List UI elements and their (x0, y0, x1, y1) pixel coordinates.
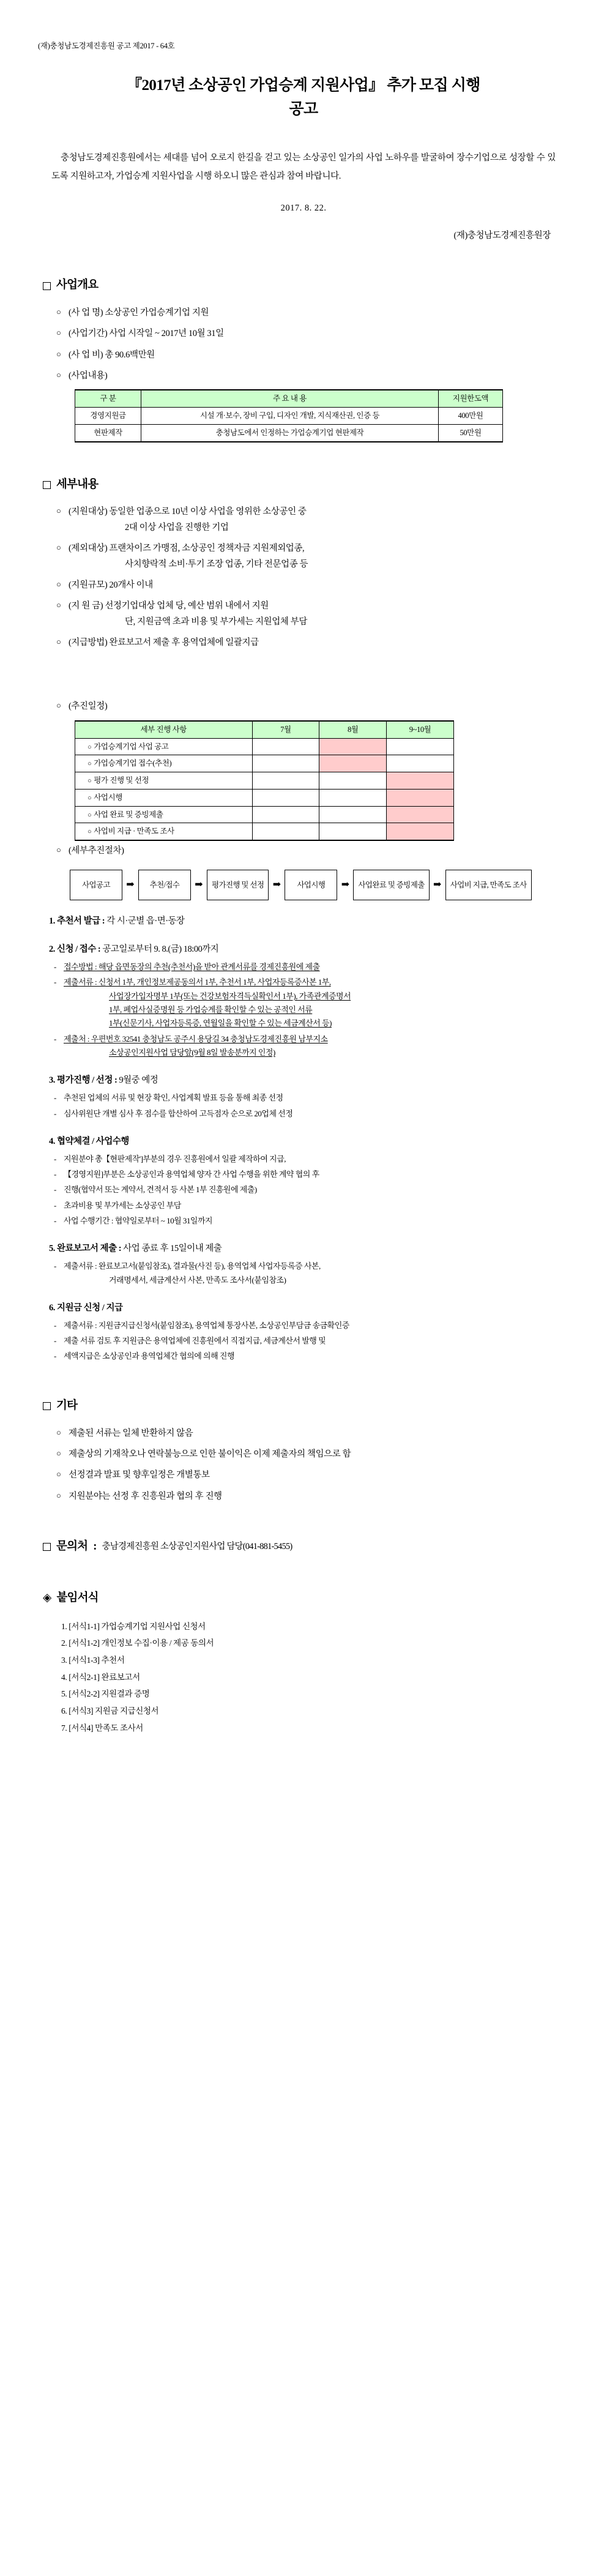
details-item-label: (지 원 금) (69, 601, 103, 611)
table-row (75, 823, 454, 840)
procedure-step-label: 협약체결 / 사업수행 (57, 1136, 129, 1146)
section-heading-overview (43, 277, 569, 294)
overview-item-text: (사 업 비) 총 90.6백만원 (69, 349, 155, 360)
table-header-row (75, 390, 503, 407)
attachment-item: 7. [서식4] 만족도 조사서 (61, 1723, 143, 1733)
table-row (75, 408, 503, 425)
dash-bullet-icon: - (54, 1185, 56, 1195)
cell-content: 시설 개·보수, 장비 구입, 디자인 개발, 지식재산권, 인증 등 (141, 408, 439, 425)
arrow-right-icon: ➡ (433, 879, 442, 890)
table-row (75, 755, 454, 772)
procedure-detail-text: 지원분야 총【현판제작']부분의 경우 진흥원에서 일괄 제작하여 지급, (64, 1154, 286, 1163)
etc-heading-label: 기타 (56, 1399, 78, 1412)
dash-bullet-icon: - (54, 1108, 56, 1118)
dash-bullet-icon: - (54, 1351, 56, 1361)
procedure-detail-text: 초과비용 및 부가세는 소상공인 부담 (64, 1200, 181, 1210)
circle-bullet-icon: ○ (56, 1427, 61, 1437)
procedure-detail-text: 제출처 : 우편번호 32541 충청남도 공주시 용당길 34 충청남도경제진흥원 남부지소 소상공인지원사업 담당앞(9월 8일 발송분까지 인정) (64, 1032, 569, 1060)
etc-item-text: 지원분야는 선정 후 진흥원과 협의 후 진행 (69, 1491, 222, 1501)
details-item (56, 578, 569, 593)
procedure-detail-text: 【경영지원]부분은 소상공인과 용역업체 양자 간 사업 수행을 위한 계약 협의 후 (64, 1170, 319, 1179)
circle-bullet-icon: ○ (56, 1448, 61, 1458)
dash-bullet-icon: - (54, 1336, 56, 1346)
business-content-table (75, 389, 503, 442)
schedule-table-wrap (75, 720, 569, 841)
dash-bullet-icon: - (54, 1154, 56, 1163)
procedure-detail-continuation: 사업장가입자명부 1부(또는 건강보험자격득실확인서 1부), 가족관계증명서 (109, 991, 351, 1001)
table-row (75, 789, 454, 806)
circle-bullet-icon: ○ (56, 1469, 61, 1479)
details-item-body (69, 541, 569, 572)
details-item (56, 504, 569, 536)
procedure-detail-line (54, 1199, 569, 1212)
procedure-step-label: 추천서 발급 : (57, 916, 105, 927)
attachments-heading-label: 붙임서식 (56, 1591, 99, 1604)
circle-bullet-icon: ○ (56, 328, 61, 338)
procedure-detail-continuation: 1부, 폐업사실증명원 등 가업승계를 확인할 수 있는 공적인 서류 (109, 1005, 313, 1015)
procedure-step-number: 1. (49, 916, 57, 927)
details-item-body (69, 635, 569, 651)
circle-bullet-icon: ○ (56, 349, 61, 359)
contact-separator: : (93, 1540, 97, 1553)
etc-item (56, 1468, 569, 1483)
procedure-detail-text: 진행(협약서 또는 계약서, 견적서 등 사본 1부 진흥원에 제출) (64, 1185, 257, 1195)
procedure-detail-line (54, 1214, 569, 1228)
circle-bullet-icon: ○ (56, 600, 61, 610)
attachment-item: 4. [서식2-1] 완료보고서 (61, 1672, 140, 1682)
circle-bullet-icon: ○ (56, 845, 61, 855)
cell-month-1 (319, 806, 387, 823)
cell-month-0 (252, 755, 319, 772)
details-item-body (69, 599, 569, 630)
circle-bullet-icon: ○ (56, 1490, 61, 1500)
procedure-detail-continuation: 거래명세서, 세금계산서 사본, 만족도 조사서(붙임참조) (109, 1275, 286, 1285)
table-row (75, 738, 454, 755)
procedure-detail-text: 추천된 업체의 서류 및 현장 확인, 사업계획 발표 등을 통해 최종 선정 (64, 1093, 283, 1103)
details-item (56, 599, 569, 630)
details-item-body (69, 504, 569, 536)
square-bullet-icon (43, 282, 51, 290)
cell-month-1 (319, 789, 387, 806)
arrow-right-icon: ➡ (272, 879, 281, 890)
details-item-text: 선정기업대상 업체 당, 예산 범위 내에서 지원 (105, 601, 269, 611)
schedule-label: (추진일정) (69, 701, 108, 712)
procedure-step-number: 2. (49, 944, 57, 955)
procedure-step-label: 평가진행 / 선정 : (57, 1075, 117, 1086)
procedure-detail-line (54, 1260, 569, 1287)
square-bullet-icon (43, 1402, 51, 1410)
attachment-item: 2. [서식1-2] 개인정보 수집·이용 / 제공 동의서 (61, 1638, 214, 1648)
procedure-step-title (49, 1074, 569, 1088)
procedure-step-number: 4. (49, 1136, 57, 1146)
procedure-detail-continuation: 1부(신문기사, 사업자등록증, 연월일을 확인할 수 있는 세금계산서 등) (109, 1018, 332, 1028)
arrow-right-icon: ➡ (195, 879, 203, 890)
procedure-step-title (49, 1135, 569, 1149)
details-item-text: 프랜차이즈 가맹점, 소상공인 정책자금 지원제외업종, (109, 543, 305, 554)
cell-month-2 (387, 823, 454, 840)
procedure-detail-text: 제출 서류 검토 후 지원금은 용역업체에 진흥원에서 직접지급, 세금계산서 발행 및 (64, 1336, 326, 1346)
circle-bullet-icon: ○ (88, 811, 92, 819)
procedure-list (38, 915, 569, 1363)
schedule-table-body (75, 738, 454, 840)
circle-bullet-icon: ○ (56, 370, 61, 380)
procedure-step-detail: 사업 종료 후 15일이내 제출 (121, 1244, 222, 1254)
attachment-items (56, 1618, 569, 1737)
procedure-step-title (49, 915, 569, 928)
cell-month-2 (387, 772, 454, 790)
etc-item (56, 1489, 569, 1504)
procedure-step-number: 5. (49, 1244, 57, 1254)
procedure-detail-continuation: 소상공인지원사업 담당앞(9월 8일 발송분까지 인정) (109, 1048, 275, 1058)
col-header-content: 주 요 내 용 (141, 390, 439, 407)
col-header-july: 7월 (252, 721, 319, 738)
details-item-text: 20개사 이내 (109, 580, 153, 590)
cell-month-0 (252, 823, 319, 840)
table-row (75, 772, 454, 790)
procedure-detail-line (54, 960, 569, 974)
dash-bullet-icon: - (54, 1034, 56, 1043)
circle-bullet-icon: ○ (88, 828, 92, 836)
procedure-detail-text: 사업 수행기간 : 협약일로부터 ~ 10월 31일까지 (64, 1216, 213, 1226)
details-item-label: (지급방법) (69, 638, 108, 648)
business-content-table-wrap (75, 389, 569, 442)
col-header-task: 세부 진행 사항 (75, 721, 253, 738)
details-item-text: 완료보고서 제출 후 용역업체에 일괄지급 (109, 638, 259, 648)
overview-item-text: (사업내용) (69, 371, 108, 381)
procedure-detail-text: 심사위원단 개별 심사 후 점수를 합산하여 고득점자 순으로 20업체 선정 (64, 1108, 293, 1118)
diamond-bullet-icon: ◈ (43, 1591, 51, 1604)
dash-bullet-icon: - (54, 1216, 56, 1226)
overview-item-text: (사 업 명) 소상공인 가업승계기업 지원 (69, 307, 209, 318)
section-heading-contact (43, 1539, 569, 1556)
details-item-body (69, 578, 569, 593)
procedure-step-number: 3. (49, 1075, 57, 1086)
cell-month-2 (387, 755, 454, 772)
circle-bullet-icon: ○ (56, 307, 61, 316)
cell-month-0 (252, 738, 319, 755)
details-item-sub: 2대 이상 사업을 진행한 기업 (125, 522, 229, 532)
square-bullet-icon (43, 1543, 51, 1551)
overview-item (56, 348, 569, 363)
procedure-flow-chart (70, 870, 569, 900)
issue-date: 2017. 8. 22. (280, 203, 327, 213)
cell-month-1 (319, 772, 387, 790)
circle-bullet-icon: ○ (88, 760, 92, 768)
procedure-step-title (49, 1302, 569, 1315)
etc-item-text: 제출된 서류는 일체 반환하지 않음 (69, 1428, 193, 1438)
square-bullet-icon (43, 481, 51, 489)
section-heading-details (43, 477, 569, 494)
attachment-item: 3. [서식1-3] 추천서 (61, 1655, 125, 1665)
etc-list (38, 1426, 569, 1505)
flow-label-item (56, 843, 569, 859)
attachment-item: 6. [서식3] 지원금 지급신청서 (61, 1706, 159, 1715)
page-title (38, 74, 569, 122)
procedure-detail-text: 세액지급은 소상공인과 용역업체간 협의에 의해 진행 (64, 1351, 235, 1361)
etc-item (56, 1426, 569, 1441)
title-line-1: 『2017년 소상공인 가업승계 지원사업』 추가 모집 시행 (127, 77, 480, 94)
cell-task: ○ 사업 완료 및 증빙제출 (75, 806, 253, 823)
cell-month-1 (319, 823, 387, 840)
dash-bullet-icon: - (54, 1200, 56, 1210)
contact-text: 충남경제진흥원 소상공인지원사업 담당(041-881-5455) (102, 1542, 292, 1552)
circle-bullet-icon: ○ (56, 701, 61, 711)
circle-bullet-icon: ○ (56, 506, 61, 516)
cell-limit: 50만원 (439, 424, 503, 441)
details-heading-label: 세부내용 (56, 478, 99, 491)
overview-item (56, 368, 569, 384)
cell-month-0 (252, 789, 319, 806)
dash-bullet-icon: - (54, 1093, 56, 1103)
cell-task: ○ 평가 진행 및 선정 (75, 772, 253, 790)
contact-heading-label: 문의처 (56, 1540, 88, 1553)
overview-item (56, 326, 569, 342)
procedure-detail-line (54, 1107, 569, 1121)
cell-limit: 400만원 (439, 408, 503, 425)
flow-step-box: 사업완료 및 증빙제출 (353, 870, 429, 900)
attachment-item: 1. [서식1-1] 가업승계기업 지원사업 신청서 (61, 1621, 206, 1631)
col-header-august: 8월 (319, 721, 387, 738)
cell-content: 충청남도에서 인정하는 가업승계기업 현판제작 (141, 424, 439, 441)
details-item (56, 635, 569, 651)
circle-bullet-icon: ○ (88, 743, 92, 751)
dash-bullet-icon: - (54, 1261, 56, 1271)
overview-heading-label: 사업개요 (56, 279, 99, 292)
dash-bullet-icon: - (54, 1170, 56, 1179)
cell-task: ○ 사업비 지급 · 만족도 조사 (75, 823, 253, 840)
flow-step-box: 사업비 지급, 만족도 조사 (445, 870, 532, 900)
dash-bullet-icon: - (54, 1320, 56, 1330)
etc-item-text: 선정결과 발표 및 향후일정은 개별통보 (69, 1470, 210, 1480)
dash-bullet-icon: - (54, 977, 56, 987)
intro-paragraph: 충청남도경제진흥원에서는 세대를 넘어 오로지 한길을 걷고 있는 소상공인 일가의 사업 노하우를 발굴하여 장수기업으로 성장할 수 있도록 지원하고자, 가업승계 지원사업을 시행 하오니 많은 관심과 참여 바랍니다. (51, 153, 556, 181)
flow-step-box: 추천/접수 (138, 870, 191, 900)
details-item-label: (지원규모) (69, 580, 108, 590)
etc-item-text: 제출상의 기재착오나 연락불능으로 인한 불이익은 이제 제출자의 책임으로 함 (69, 1449, 351, 1459)
procedure-step-detail: 각 시·군별 읍·면·동장 (105, 916, 185, 927)
attachment-item: 5. [서식2-2] 지원결과 증명 (61, 1689, 150, 1699)
circle-bullet-icon: ○ (56, 637, 61, 647)
schedule-label-item (56, 699, 569, 714)
cell-task: ○ 가업승계기업 사업 공고 (75, 738, 253, 755)
flow-label: (세부추진절차) (69, 846, 124, 856)
details-item-label: (제외대상) (69, 543, 108, 554)
circle-bullet-icon: ○ (88, 777, 92, 785)
title-line-2: 공고 (289, 100, 318, 118)
details-item-sub: 사치향락적 소비·투기 조장 업종, 기타 전문업종 등 (125, 559, 308, 569)
flow-step-box: 사업시행 (285, 870, 337, 900)
section-heading-etc (43, 1398, 569, 1415)
cell-task: ○ 가업승계기업 접수(추천) (75, 755, 253, 772)
procedure-step-number: 6. (49, 1302, 57, 1313)
details-item-sub: 단, 지원금액 초과 비용 및 부가세는 지원업체 부담 (125, 616, 307, 627)
cell-month-1 (319, 738, 387, 755)
cell-month-2 (387, 806, 454, 823)
procedure-step-detail: 공고일로부터 9. 8.(금) 18:00까지 (100, 944, 219, 955)
flow-step-box: 사업공고 (70, 870, 122, 900)
procedure-step-title (49, 943, 569, 957)
cell-category: 경영지원금 (75, 408, 141, 425)
flow-step-box: 평가진행 및 선정 (207, 870, 269, 900)
table-row (75, 806, 454, 823)
cell-month-0 (252, 806, 319, 823)
procedure-detail-line (54, 1168, 569, 1181)
procedure-step-label: 신청 / 접수 : (57, 944, 101, 955)
procedure-step-title (49, 1242, 569, 1256)
cell-month-0 (252, 772, 319, 790)
cell-task: ○ 사업시행 (75, 789, 253, 806)
circle-bullet-icon: ○ (56, 543, 61, 553)
arrow-right-icon: ➡ (341, 879, 350, 890)
circle-bullet-icon: ○ (88, 794, 92, 802)
section-heading-attachments (43, 1590, 569, 1607)
procedure-detail-line (54, 1152, 569, 1166)
overview-item-text: (사업기간) 사업 시작일 ~ 2017년 10월 31일 (69, 329, 224, 339)
procedure-detail-line (54, 1319, 569, 1332)
procedure-detail-line (54, 1334, 569, 1348)
procedure-step-label: 완료보고서 제출 : (57, 1244, 122, 1254)
procedure-detail-text: 제출서류 : 지원금지급신청서(붙임참조), 용역업체 통장사본, 소상공인부담금 송금확인증 (64, 1320, 349, 1330)
details-item-text: 동일한 업종으로 10년 이상 사업을 영위한 소상공인 중 (109, 507, 307, 517)
etc-item (56, 1447, 569, 1462)
document-number: (재)충청남도경제진흥원 공고 제2017 - 64호 (38, 42, 175, 50)
col-header-limit: 지원한도액 (439, 390, 503, 407)
cell-month-2 (387, 738, 454, 755)
table-header-row (75, 721, 454, 738)
procedure-detail-line (54, 976, 569, 1030)
cell-month-1 (319, 755, 387, 772)
arrow-right-icon: ➡ (126, 879, 135, 890)
dash-bullet-icon: - (54, 961, 56, 971)
procedure-detail-line (54, 1350, 569, 1363)
schedule-table (75, 720, 454, 841)
cell-category: 현판제작 (75, 424, 141, 441)
overview-item (56, 305, 569, 321)
cell-month-2 (387, 789, 454, 806)
procedure-step-label: 지원금 신청 / 지급 (57, 1302, 123, 1313)
details-item (56, 541, 569, 572)
issuer-name: (재)충청남도경제진흥원장 (453, 231, 551, 241)
procedure-step-detail: 9월중 예정 (117, 1075, 158, 1086)
procedure-detail-text: 접수방법 : 해당 읍면동장의 추천(추천서)을 받아 관계서류를 경제진흥원에 제출 (64, 961, 320, 971)
procedure-detail-line (54, 1183, 569, 1197)
col-header-sep-oct: 9~10월 (387, 721, 454, 738)
procedure-detail-line (54, 1032, 569, 1060)
procedure-detail-text: 제출서류 : 신청서 1부, 개인정보제공동의서 1부, 추천서 1부, 사업자등록증사본 1부, 사업장가입자명부 1부(또는 건강보험자격득실확인서 1부), 가족관계증명서 1부, 폐업사실증명원 등 가업승계를 확인할 수 있는 공적인 서류 1부(신문기사, 사업자등록증, 연월일을 확인할 수 있는 세금계산서 등) (64, 976, 569, 1030)
procedure-detail-line (54, 1091, 569, 1105)
circle-bullet-icon: ○ (56, 579, 61, 589)
table-row (75, 424, 503, 441)
procedure-detail-text: 제출서류 : 완료보고서(붙임참조), 결과물(사진 등), 용역업체 사업자등록증 사본, 거래명세서, 세금계산서 사본, 만족도 조사서(붙임참조) (64, 1260, 569, 1287)
details-item-label: (지원대상) (69, 507, 108, 517)
col-header-category: 구 분 (75, 390, 141, 407)
